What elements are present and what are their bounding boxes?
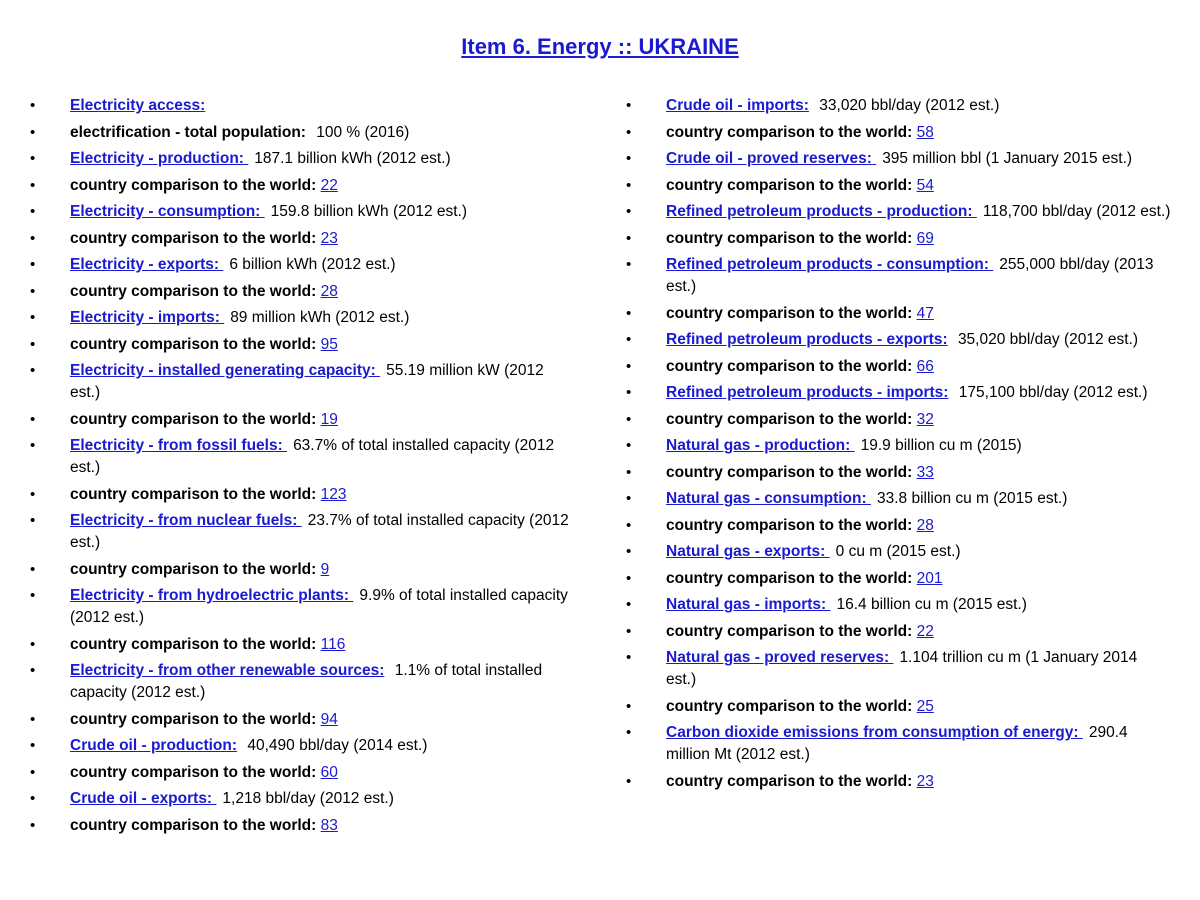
rank-list-item [30,175,570,197]
right-column [626,95,1171,797]
rank-link[interactable]: 22 [916,622,934,640]
list-item [626,382,1171,404]
rank-link[interactable]: 22 [320,176,338,194]
field-link[interactable]: Electricity - from other renewable sources: [70,662,385,679]
rank-label: country comparison to the world: [666,463,913,481]
field-link[interactable]: Electricity - imports: [70,309,225,326]
rank-link[interactable]: 95 [320,335,338,353]
field-link[interactable]: Natural gas - exports: [666,543,830,560]
bullet-icon: • [30,176,36,194]
rank-label: country comparison to the world: [70,816,317,834]
list-item [30,201,570,223]
bullet-icon: • [30,710,36,728]
bullet-icon: • [626,490,632,507]
field-value: 1.104 trillion cu m (1 January 2014 est.) [666,649,1138,688]
bullet-icon: • [626,357,632,375]
rank-link[interactable]: 69 [916,229,934,247]
bullet-icon: • [30,662,36,679]
bullet-icon: • [30,816,36,834]
bullet-icon: • [30,123,36,141]
rank-label: country comparison to the world: [666,410,913,428]
rank-label: country comparison to the world: [666,229,913,247]
list-item [626,435,1171,457]
rank-label: country comparison to the world: [666,357,913,375]
rank-label: country comparison to the world: [666,516,913,534]
field-link[interactable]: Refined petroleum products - consumption: [666,256,994,273]
rank-list-item [30,762,570,784]
bullet-icon: • [626,176,632,194]
rank-link[interactable]: 83 [320,816,338,834]
rank-link[interactable]: 25 [916,697,934,715]
rank-list-item [30,709,570,731]
bullet-icon: • [30,229,36,247]
list-item [30,360,570,404]
list-item [626,254,1171,298]
list-item [30,788,570,810]
field-value: 33.8 billion cu m (2015 est.) [876,490,1068,507]
rank-link[interactable]: 9 [320,560,330,578]
rank-link[interactable]: 32 [916,410,934,428]
list-item [626,594,1171,616]
page-title [0,34,1200,60]
field-link[interactable]: Electricity - from nuclear fuels: [70,512,302,529]
rank-list-item [30,281,570,303]
rank-label: country comparison to the world: [70,710,317,728]
title-link[interactable]: Item 6. Energy :: UKRAINE [461,34,739,59]
rank-label: country comparison to the world: [666,176,913,194]
field-link[interactable]: Electricity - consumption: [70,203,265,220]
field-value: 1.1% of total installed capacity (2012 est.) [70,662,543,701]
rank-link[interactable]: 54 [916,176,934,194]
field-value: 0 cu m (2015 est.) [835,543,961,560]
bullet-icon: • [30,97,36,114]
rank-list-item [30,815,570,837]
rank-list-item [30,559,570,581]
rank-list-item [30,228,570,250]
rank-list-item [626,462,1171,484]
list-item [30,148,570,170]
rank-label: country comparison to the world: [70,176,317,194]
list-item [626,541,1171,563]
left-list [30,95,570,837]
bullet-icon: • [30,763,36,781]
field-link[interactable]: Electricity - exports: [70,256,224,273]
list-item [30,585,570,629]
bullet-icon: • [626,463,632,481]
field-link[interactable]: Electricity - production: [70,150,249,167]
bullet-icon: • [626,649,632,666]
list-item [30,510,570,554]
bullet-icon: • [30,437,36,454]
field-link[interactable]: Crude oil - proved reserves: [666,150,877,167]
field-link[interactable]: Refined petroleum products - production: [666,203,977,220]
bullet-icon: • [626,150,632,167]
list-item [626,722,1171,766]
field-value: 100 % (2016) [316,123,410,141]
bullet-icon: • [30,309,36,326]
rank-list-item [30,634,570,656]
bullet-icon: • [30,203,36,220]
list-item [626,95,1171,117]
field-value: 290.4 million Mt (2012 est.) [666,724,1128,763]
bullet-icon: • [626,437,632,454]
field-value: 255,000 bbl/day (2013 est.) [666,256,1154,295]
field-value: 23.7% of total installed capacity (2012 est.) [70,512,569,551]
rank-link[interactable]: 94 [320,710,338,728]
bullet-icon: • [30,335,36,353]
rank-label: country comparison to the world: [666,304,913,322]
list-item [30,95,570,117]
field-value: 395 million bbl (1 January 2015 est.) [882,150,1133,167]
field-value: 35,020 bbl/day (2012 est.) [957,331,1139,348]
rank-label: country comparison to the world: [70,635,317,653]
bullet-icon: • [626,697,632,715]
field-link[interactable]: Natural gas - production: [666,437,855,454]
bullet-icon: • [30,635,36,653]
field-value: 33,020 bbl/day (2012 est.) [819,97,1000,114]
bullet-icon: • [626,331,632,348]
rank-link[interactable]: 60 [320,763,338,781]
rank-label: country comparison to the world: [70,560,317,578]
bullet-icon: • [30,587,36,604]
rank-link[interactable]: 123 [320,485,347,503]
field-link[interactable]: Natural gas - imports: [666,596,831,613]
bullet-icon: • [626,569,632,587]
rank-link[interactable]: 47 [916,304,934,322]
list-item [30,435,570,479]
list-item [626,201,1171,223]
field-value: 19.9 billion cu m (2015) [860,437,1022,454]
left-column [30,95,570,841]
bullet-icon: • [626,596,632,613]
field-link[interactable]: Carbon dioxide emissions from consumption of energy: [666,724,1083,741]
rank-link[interactable]: 66 [916,357,934,375]
field-value: 55.19 million kW (2012 est.) [70,362,544,401]
rank-label: country comparison to the world: [666,622,913,640]
field-link[interactable]: Crude oil - production: [70,737,238,754]
bullet-icon: • [30,256,36,273]
field-value: 159.8 billion kWh (2012 est.) [270,203,468,220]
bullet-icon: • [30,560,36,578]
list-item [626,329,1171,351]
bullet-icon: • [626,123,632,141]
rank-list-item [626,122,1171,144]
rank-link[interactable]: 33 [916,463,934,481]
rank-label: country comparison to the world: [666,569,913,587]
field-link[interactable]: Natural gas - consumption: [666,490,871,507]
field-value: 9.9% of total installed capacity (2012 est.) [70,587,568,626]
bullet-icon: • [30,485,36,503]
field-link[interactable]: Electricity access: [70,97,206,114]
right-list [626,95,1171,793]
bullet-icon: • [626,97,632,114]
rank-label: country comparison to the world: [666,123,913,141]
rank-link[interactable]: 58 [916,123,934,141]
field-link[interactable]: Crude oil - exports: [70,790,217,807]
rank-list-item [626,356,1171,378]
field-value: 1,218 bbl/day (2012 est.) [222,790,394,807]
field-value: 187.1 billion kWh (2012 est.) [254,150,451,167]
bullet-icon: • [30,150,36,167]
bullet-icon: • [626,384,632,401]
list-item [30,307,570,329]
rank-link[interactable]: 23 [916,772,934,790]
field-link[interactable]: Electricity - from fossil fuels: [70,437,288,454]
rank-link[interactable]: 116 [320,635,346,653]
field-link[interactable]: Refined petroleum products - exports: [666,331,948,348]
bullet-icon: • [626,543,632,560]
rank-list-item [626,228,1171,250]
bullet-icon: • [626,772,632,790]
field-label: electrification - total population: [70,123,306,141]
bullet-icon: • [626,410,632,428]
rank-link[interactable]: 19 [320,410,338,428]
rank-list-item [626,621,1171,643]
bullet-icon: • [626,304,632,322]
list-item [626,647,1171,691]
rank-label: country comparison to the world: [70,282,317,300]
rank-list-item [626,175,1171,197]
field-value: 175,100 bbl/day (2012 est.) [958,384,1148,401]
rank-link[interactable]: 28 [916,516,934,534]
rank-list-item [626,409,1171,431]
field-value: 89 million kWh (2012 est.) [230,309,410,326]
field-value: 16.4 billion cu m (2015 est.) [836,596,1027,613]
rank-list-item [30,334,570,356]
bullet-icon: • [626,256,632,273]
field-value: 6 billion kWh (2012 est.) [229,256,396,273]
rank-label: country comparison to the world: [70,229,317,247]
bullet-icon: • [626,516,632,534]
bullet-icon: • [30,362,36,379]
list-item [30,122,570,144]
list-item [30,660,570,704]
field-value: 63.7% of total installed capacity (2012 est.) [70,437,555,476]
rank-link[interactable]: 28 [320,282,338,300]
field-value: 40,490 bbl/day (2014 est.) [247,737,428,754]
field-link[interactable]: Crude oil - imports: [666,97,809,114]
list-item [626,148,1171,170]
bullet-icon: • [30,790,36,807]
field-link[interactable]: Refined petroleum products - imports: [666,384,949,401]
rank-list-item [626,568,1171,590]
rank-link[interactable]: 23 [320,229,338,247]
rank-label: country comparison to the world: [70,410,317,428]
field-value: 118,700 bbl/day (2012 est.) [982,203,1171,220]
rank-list-item [30,484,570,506]
rank-list-item [626,303,1171,325]
rank-list-item [626,771,1171,793]
rank-list-item [30,409,570,431]
bullet-icon: • [30,410,36,428]
bullet-icon: • [626,203,632,220]
bullet-icon: • [30,512,36,529]
bullet-icon: • [30,737,36,754]
field-link[interactable]: Electricity - from hydroelectric plants: [70,587,354,604]
rank-list-item [626,515,1171,537]
rank-label: country comparison to the world: [666,772,913,790]
list-item [30,735,570,757]
bullet-icon: • [626,622,632,640]
field-link[interactable]: Natural gas - proved reserves: [666,649,894,666]
bullet-icon: • [626,229,632,247]
field-link[interactable]: Electricity - installed generating capacity: [70,362,381,379]
rank-label: country comparison to the world: [70,485,317,503]
rank-list-item [626,696,1171,718]
list-item [626,488,1171,510]
rank-label: country comparison to the world: [70,763,317,781]
rank-label: country comparison to the world: [666,697,913,715]
rank-label: country comparison to the world: [70,335,317,353]
rank-link[interactable]: 201 [916,569,943,587]
bullet-icon: • [626,724,632,741]
bullet-icon: • [30,282,36,300]
list-item [30,254,570,276]
